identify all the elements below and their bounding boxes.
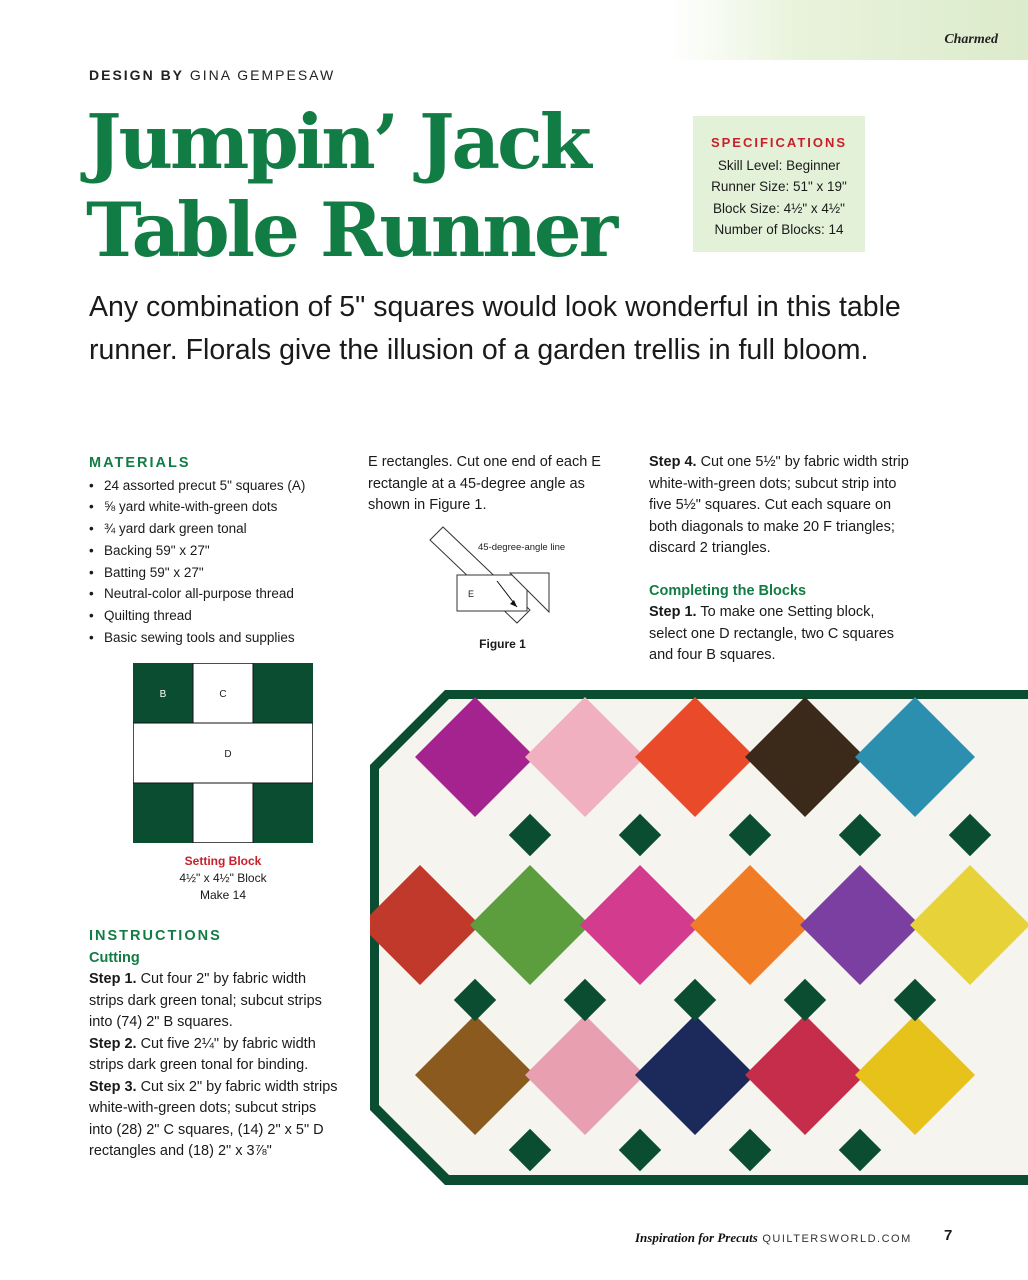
step-text: Cut four 2" by fabric width strips dark green tonal; subcut strips into (74) 2" B squares.	[89, 971, 322, 1030]
list-item: • Basic sewing tools and supplies	[89, 627, 329, 649]
instructions-heading: INSTRUCTIONS	[89, 928, 222, 944]
step-text: Cut one 5½" by fabric width strip white-with-green dots; subcut strip into five 5½" squares. Cut each square on both diagonals to make 20 F triangles; discard 2 triangles.	[649, 454, 909, 556]
step-text: To make one Setting block, select one D rectangle, two C squares and four B squares.	[649, 604, 895, 663]
square-b	[253, 663, 313, 723]
step-label: Step 2.	[89, 1035, 137, 1052]
step-2	[89, 1034, 341, 1077]
list-item: • ⅝ yard white-with-green dots	[89, 496, 329, 518]
table-runner-photo	[365, 685, 1028, 1185]
website: QUILTERSWORLD.COM	[762, 1233, 912, 1245]
step-label: Step 1.	[649, 604, 697, 620]
title-line-2: Table Runner	[86, 186, 616, 274]
materials-section	[89, 453, 329, 649]
instructions-section	[89, 926, 341, 1163]
specifications-heading: SPECIFICATIONS	[710, 135, 848, 150]
completing-heading: Completing the Blocks	[649, 582, 807, 599]
square-b	[133, 783, 193, 843]
step-text: Cut five 2¼" by fabric width strips dark green tonal for binding.	[89, 1035, 316, 1073]
step-4	[649, 452, 911, 560]
label-b: B	[159, 689, 167, 700]
list-item: • ¾ yard dark green tonal	[89, 518, 329, 540]
page-title	[86, 98, 615, 274]
step-label: Step 4.	[649, 454, 697, 470]
caption-size: 4½" x 4½" Block	[179, 871, 267, 885]
list-item: • Neutral-color all-purpose thread	[89, 583, 329, 605]
figure-e-label: E	[468, 589, 475, 599]
caption-make: Make 14	[199, 888, 247, 902]
setting-block-caption	[133, 853, 313, 904]
spec-runner-size: Runner Size: 51" x 19"	[711, 179, 847, 194]
spec-block-count: Number of Blocks: 14	[714, 222, 844, 237]
step-text: Cut six 2" by fabric width strips white-with-green dots; subcut strips into (28) 2" C squares, (14) 2" x 5" D rectangles and (18) 2" x 3⅞"	[89, 1078, 338, 1159]
step-label: Step 1.	[89, 971, 137, 987]
completing-step-1	[649, 602, 911, 667]
step-1	[89, 969, 341, 1034]
title-line-1: Jumpin’ Jack	[86, 98, 589, 186]
magazine-name: Inspiration for Precuts	[635, 1230, 758, 1245]
list-item: • 24 assorted precut 5" squares (A)	[89, 475, 329, 497]
label-d: D	[224, 749, 232, 760]
cutting-heading: Cutting	[89, 949, 140, 966]
byline	[89, 67, 335, 83]
figure-1-caption: Figure 1	[479, 637, 526, 651]
intro-paragraph: Any combination of 5" squares would look wonderful in this table runner. Florals give the illusion of a garden trellis in full bloom.	[89, 291, 901, 366]
materials-heading: MATERIALS	[89, 455, 191, 471]
page-number: 7	[944, 1227, 953, 1244]
square-b	[253, 783, 313, 843]
byline-prefix: DESIGN BY	[89, 67, 185, 83]
figure-1-diagram	[425, 525, 585, 640]
byline-author: GINA GEMPESAW	[189, 67, 336, 83]
caption-title: Setting Block	[184, 854, 262, 868]
label-c: C	[219, 689, 227, 700]
section-label: Charmed	[944, 32, 998, 47]
list-item: • Backing 59" x 27"	[89, 540, 329, 562]
list-item: • Quilting thread	[89, 605, 329, 627]
column-2-text: E rectangles. Cut one end of each E rectangle at a 45-degree angle as shown in Figure 1.	[368, 454, 601, 513]
spec-skill: Skill Level: Beginner	[717, 157, 841, 173]
spec-block-size: Block Size: 4½" x 4½"	[713, 200, 845, 216]
column-3	[649, 452, 911, 667]
setting-block-diagram	[133, 663, 313, 843]
step-label: Step 3.	[89, 1078, 137, 1095]
figure-angle-label: 45-degree-angle line	[478, 542, 566, 553]
step-3	[89, 1077, 341, 1163]
header-band	[670, 0, 1028, 60]
list-item: • Batting 59" x 27"	[89, 562, 329, 584]
specifications-box	[693, 116, 865, 252]
materials-list	[89, 475, 329, 649]
footer	[635, 1230, 912, 1246]
